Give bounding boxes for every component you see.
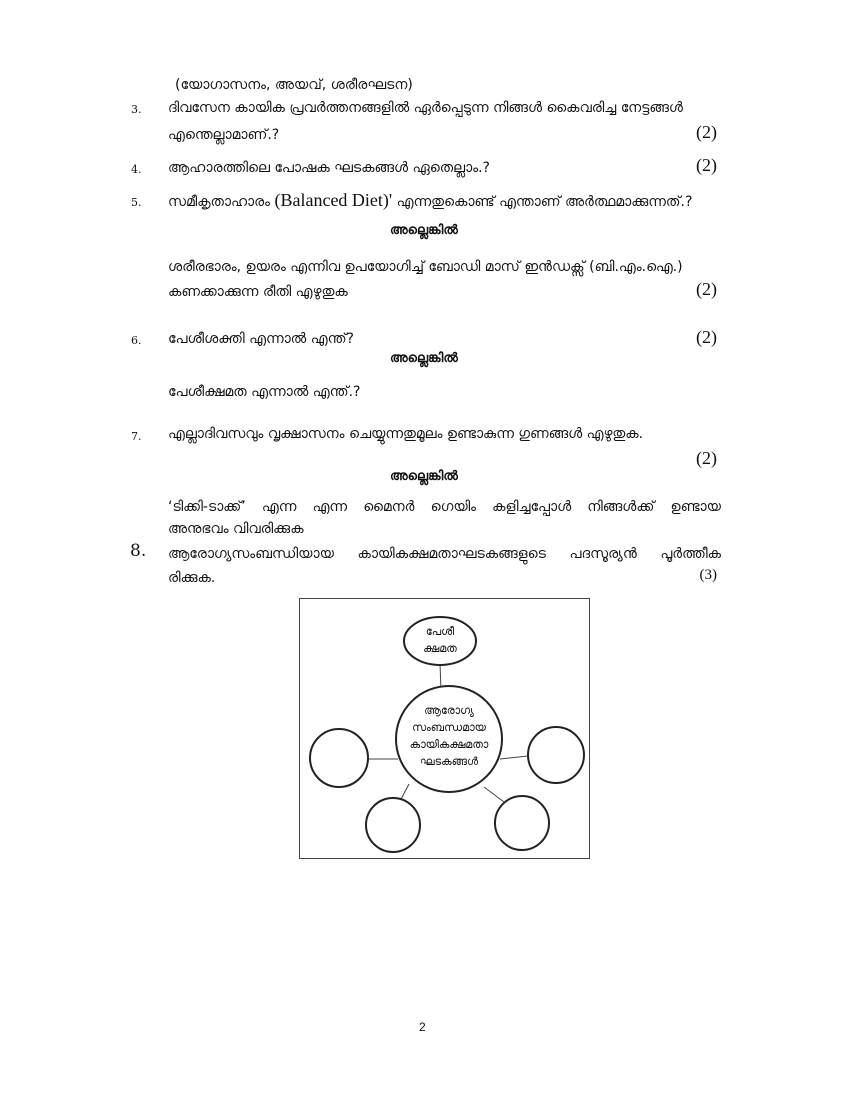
word-sun-diagram: [299, 598, 590, 859]
question-6-text: പേശീശക്തി എന്നാൽ എന്ത്?: [168, 331, 354, 347]
question-5-marks: (2): [696, 279, 717, 299]
question-6-or-label: അല്ലെങ്കിൽ: [390, 351, 458, 366]
question-3-number: 3.: [131, 103, 142, 116]
question-7-number: 7.: [131, 430, 142, 443]
question-3-text-line2: എന്തെല്ലാമാണ്.?: [168, 127, 280, 143]
question-7-or-label: അല്ലെങ്കിൽ: [390, 469, 458, 484]
connector-right: [500, 756, 528, 759]
balanced-diet-term: (Balanced Diet)': [274, 190, 393, 210]
question-6-number: 6.: [131, 334, 142, 347]
question-5-or-label: അല്ലെങ്കിൽ: [390, 223, 458, 238]
question-6-alt-text: പേശീക്ഷമത എന്നാൽ എന്ത്.?: [168, 384, 361, 400]
node-center-label: ആരോഗ്യ സംബന്ധമായ കായികക്ഷമതാ ഘടകങ്ങൾ: [409, 704, 489, 768]
question-8-text: ആരോഗ്യസംബന്ധിയായ കായികക്ഷമതാഘടകങ്ങളുടെ പദസൂര്യൻ പൂർത്തീക: [168, 546, 721, 562]
question-8-text-line2: രിക്കുക.: [168, 570, 216, 586]
page-number: 2: [419, 1020, 426, 1034]
node-bottom-right-empty: [495, 796, 549, 850]
node-bottom-left-empty: [366, 798, 420, 852]
question-5-text: സമീകൃതാഹാരം (Balanced Diet)' എന്നതുകൊണ്ട് എന്താണ് അർത്ഥമാക്കുന്നത്.?: [168, 190, 693, 210]
question-6-marks: (2): [696, 327, 717, 347]
question-5-number: 5.: [131, 196, 142, 209]
node-right-empty: [528, 727, 584, 783]
question-8-marks: (3): [699, 567, 717, 583]
question-2-options: (യോഗാസനം, അയവ്, ശരീരഘടന): [175, 77, 413, 93]
question-7-alt-text-line2: അനുഭവം വിവരിക്കുക: [168, 521, 304, 537]
question-4-number: 4.: [131, 163, 142, 176]
question-7-text: എല്ലാദിവസവും വൃക്ഷാസനം ചെയ്യുന്നതുമൂലം ഉണ്ടാകുന്ന ഗുണങ്ങൾ എഴുതുക.: [168, 426, 644, 442]
question-7-alt-text: ‘ടിക്കി-ടാക്ക്’ എന്ന എന്ന മൈനർ ഗെയിം കളിച്ചപ്പോൾ നിങ്ങൾക്ക് ഉണ്ടായ: [168, 499, 721, 515]
question-5-alt-text-line2: കണക്കാക്കുന്ന രീതി എഴുതുക: [168, 284, 348, 300]
question-4-text: ആഹാരത്തിലെ പോഷക ഘടകങ്ങൾ ഏതെല്ലാം.?: [168, 160, 490, 176]
question-5-alt-text: ശരീരഭാരം, ഉയരം എന്നിവ ഉപയോഗിച്ച് ബോഡി മാസ് ഇൻഡക്സ് (ബി.എം.ഐ.): [168, 259, 683, 275]
connector-bottom-right: [484, 787, 504, 802]
node-top-label: പേശീ ക്ഷമത: [423, 625, 457, 655]
question-3-text: ദിവസേന കായിക പ്രവർത്തനങ്ങളിൽ ഏർപ്പെടുന്ന നിങ്ങൾ കൈവരിച്ച നേട്ടങ്ങൾ: [168, 100, 683, 116]
question-4-marks: (2): [696, 155, 717, 175]
question-3-marks: (2): [696, 122, 717, 142]
question-8-number: 8.: [130, 541, 147, 561]
question-7-marks: (2): [696, 448, 717, 468]
node-left-empty: [310, 729, 368, 787]
